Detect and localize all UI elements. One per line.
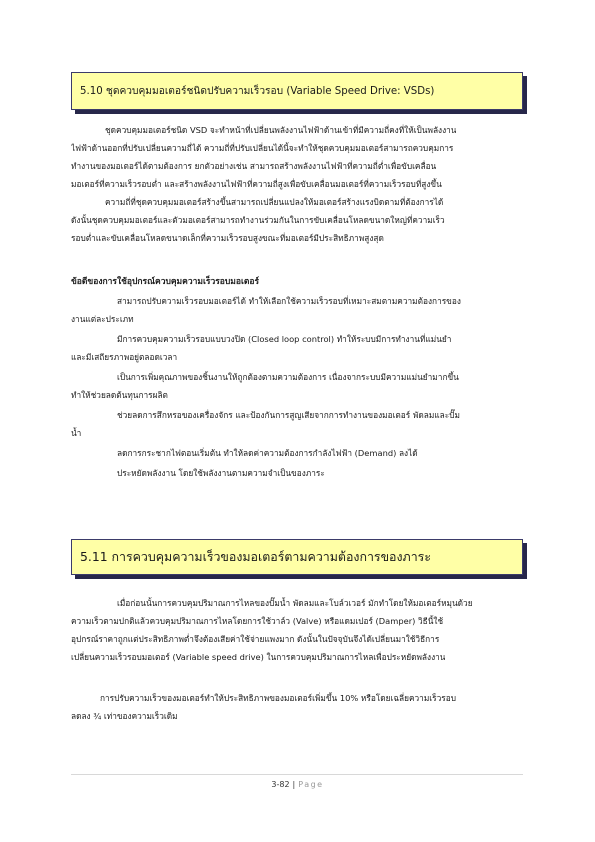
paragraph-line: การปรับความเร็วของมอเตอร์ทำให้ประสิทธิภาพของมอเตอร์เพิ่มขึ้น 10% หรือโดยเฉลี่ยความเร็วรอบ <box>100 693 456 703</box>
paragraph-line: อุปกรณ์ราคาถูกแต่ประสิทธิภาพต่ำจึงต้องเสียค่าใช้จ่ายแพงมาก ดังนั้นในปัจจุบันจึงได้เปลี่ยนมาใช้วิธีการ <box>71 634 440 644</box>
paragraph-line: ความถี่ที่ชุดควบคุมมอเตอร์สร้างขึ้นสามารถเปลี่ยนแปลงให้มอเตอร์สร้างแรงบิดตามที่ต้องการได้ <box>105 197 444 207</box>
advantage-item: มีการควบคุมความเร็วรอบแบบวงปิด (Closed loop control) ทำให้ระบบมีการทำงานที่แม่นยำ <box>117 334 452 344</box>
section-5-11-title-box <box>71 539 523 575</box>
page-footer <box>0 780 595 789</box>
paragraph-line: รอบต่ำและขับเคลื่อนโหลดขนาดเล็กที่ความเร็วรอบสูงขณะที่มอเตอร์มีประสิทธิภาพสูงสุด <box>71 233 384 243</box>
page-label: Page <box>298 780 324 789</box>
advantage-item: สามารถปรับความเร็วรอบมอเตอร์ได้ ทำให้เลือกใช้ความเร็วรอบที่เหมาะสมตามความต้องการของ <box>117 296 461 306</box>
paragraph-line: เปลี่ยนความเร็วรอบมอเตอร์ (Variable speed drive) ในการควบคุมปริมาณการไหลเพื่อประหยัดพลังงาน <box>71 652 446 662</box>
paragraph-line: ลดลง ¾ เท่าของความเร็วเดิม <box>71 711 178 721</box>
section-5-10-title-box <box>71 72 523 110</box>
paragraph-line: ไฟฟ้าด้านออกที่ปรับเปลี่ยนความถี่ได้ ความถี่ที่ปรับเปลี่ยนได้นี้จะทำให้ชุดควบคุมมอเตอร์สามารถควบคุมการ <box>71 143 454 153</box>
section-5-11-title: 5.11 การควบคุมความเร็วของมอเตอร์ตามความต้องการของภาระ <box>80 548 431 564</box>
paragraph-line: ชุดควบคุมมอเตอร์ชนิด VSD จะทำหน้าที่เปลี่ยนพลังงานไฟฟ้าด้านเข้าที่มีความถี่คงที่ให้เป็นพลังงาน <box>105 125 457 135</box>
footer-divider <box>71 774 523 775</box>
section-5-10-title: 5.10 ชุดควบคุมมอเตอร์ชนิดปรับความเร็วรอบ (Variable Speed Drive: VSDs) <box>80 86 435 97</box>
paragraph-line: มอเตอร์ที่ความเร็วรอบต่ำ และสร้างพลังงานไฟฟ้าที่ความถี่สูงเพื่อขับเคลื่อนมอเตอร์ที่ความเร็วรอบที่สูงขึ้น <box>71 179 442 189</box>
advantage-item-continuation: และมีเสถียรภาพอยู่ตลอดเวลา <box>71 352 178 362</box>
advantage-item: ช่วยลดการสึกหรอของเครื่องจักร และป้องกันการสูญเสียจากการทำงานของมอเตอร์ พัดลมและปั๊ม <box>117 410 460 420</box>
advantages-heading: ข้อดีของการใช้อุปกรณ์ควบคุมความเร็วรอบมอเตอร์ <box>71 277 260 287</box>
paragraph-line: ทำงานของมอเตอร์ได้ตามต้องการ ยกตัวอย่างเช่น สามารถสร้างพลังงานไฟฟ้าที่ความถี่ต่ำเพื่อขับเคลื่อน <box>71 161 437 171</box>
paragraph-line: ความเร็วตามปกติแล้วควบคุมปริมาณการไหลโดยการใช้วาล์ว (Valve) หรือแดมเปอร์ (Damper) วิธีนี้ใช้ <box>71 616 444 626</box>
advantage-item: ลดการกระชากไฟตอนเริ่มต้น ทำให้ลดค่าความต้องการกำลังไฟฟ้า (Demand) ลงได้ <box>117 448 418 458</box>
page-number: 3-82 <box>271 780 290 789</box>
advantage-item: เป็นการเพิ่มคุณภาพของชิ้นงานให้ถูกต้องตามความต้องการ เนื่องจากระบบมีความแม่นยำมากขึ้น <box>117 372 459 382</box>
advantage-item: ประหยัดพลังงาน โดยใช้พลังงานตามความจำเป็นของภาระ <box>117 468 325 478</box>
advantage-item-continuation: งานแต่ละประเภท <box>71 314 134 324</box>
paragraph-line: ดังนั้นชุดควบคุมมอเตอร์และตัวมอเตอร์สามารถทำงานร่วมกันในการขับเคลื่อนโหลดขนาดใหญ่ที่ความเร็ว <box>71 215 445 225</box>
advantage-item-continuation: ทำให้ช่วยลดต้นทุนการผลิต <box>71 390 168 400</box>
advantage-item-continuation: น้ำ <box>71 428 82 438</box>
paragraph-line: เมื่อก่อนนั้นการควบคุมปริมาณการไหลของปั๊มน้ำ พัดลมและโบล์วเวอร์ มักทำโดยให้มอเตอร์หมุนด้วย <box>117 598 473 608</box>
footer-separator: | <box>292 780 296 789</box>
